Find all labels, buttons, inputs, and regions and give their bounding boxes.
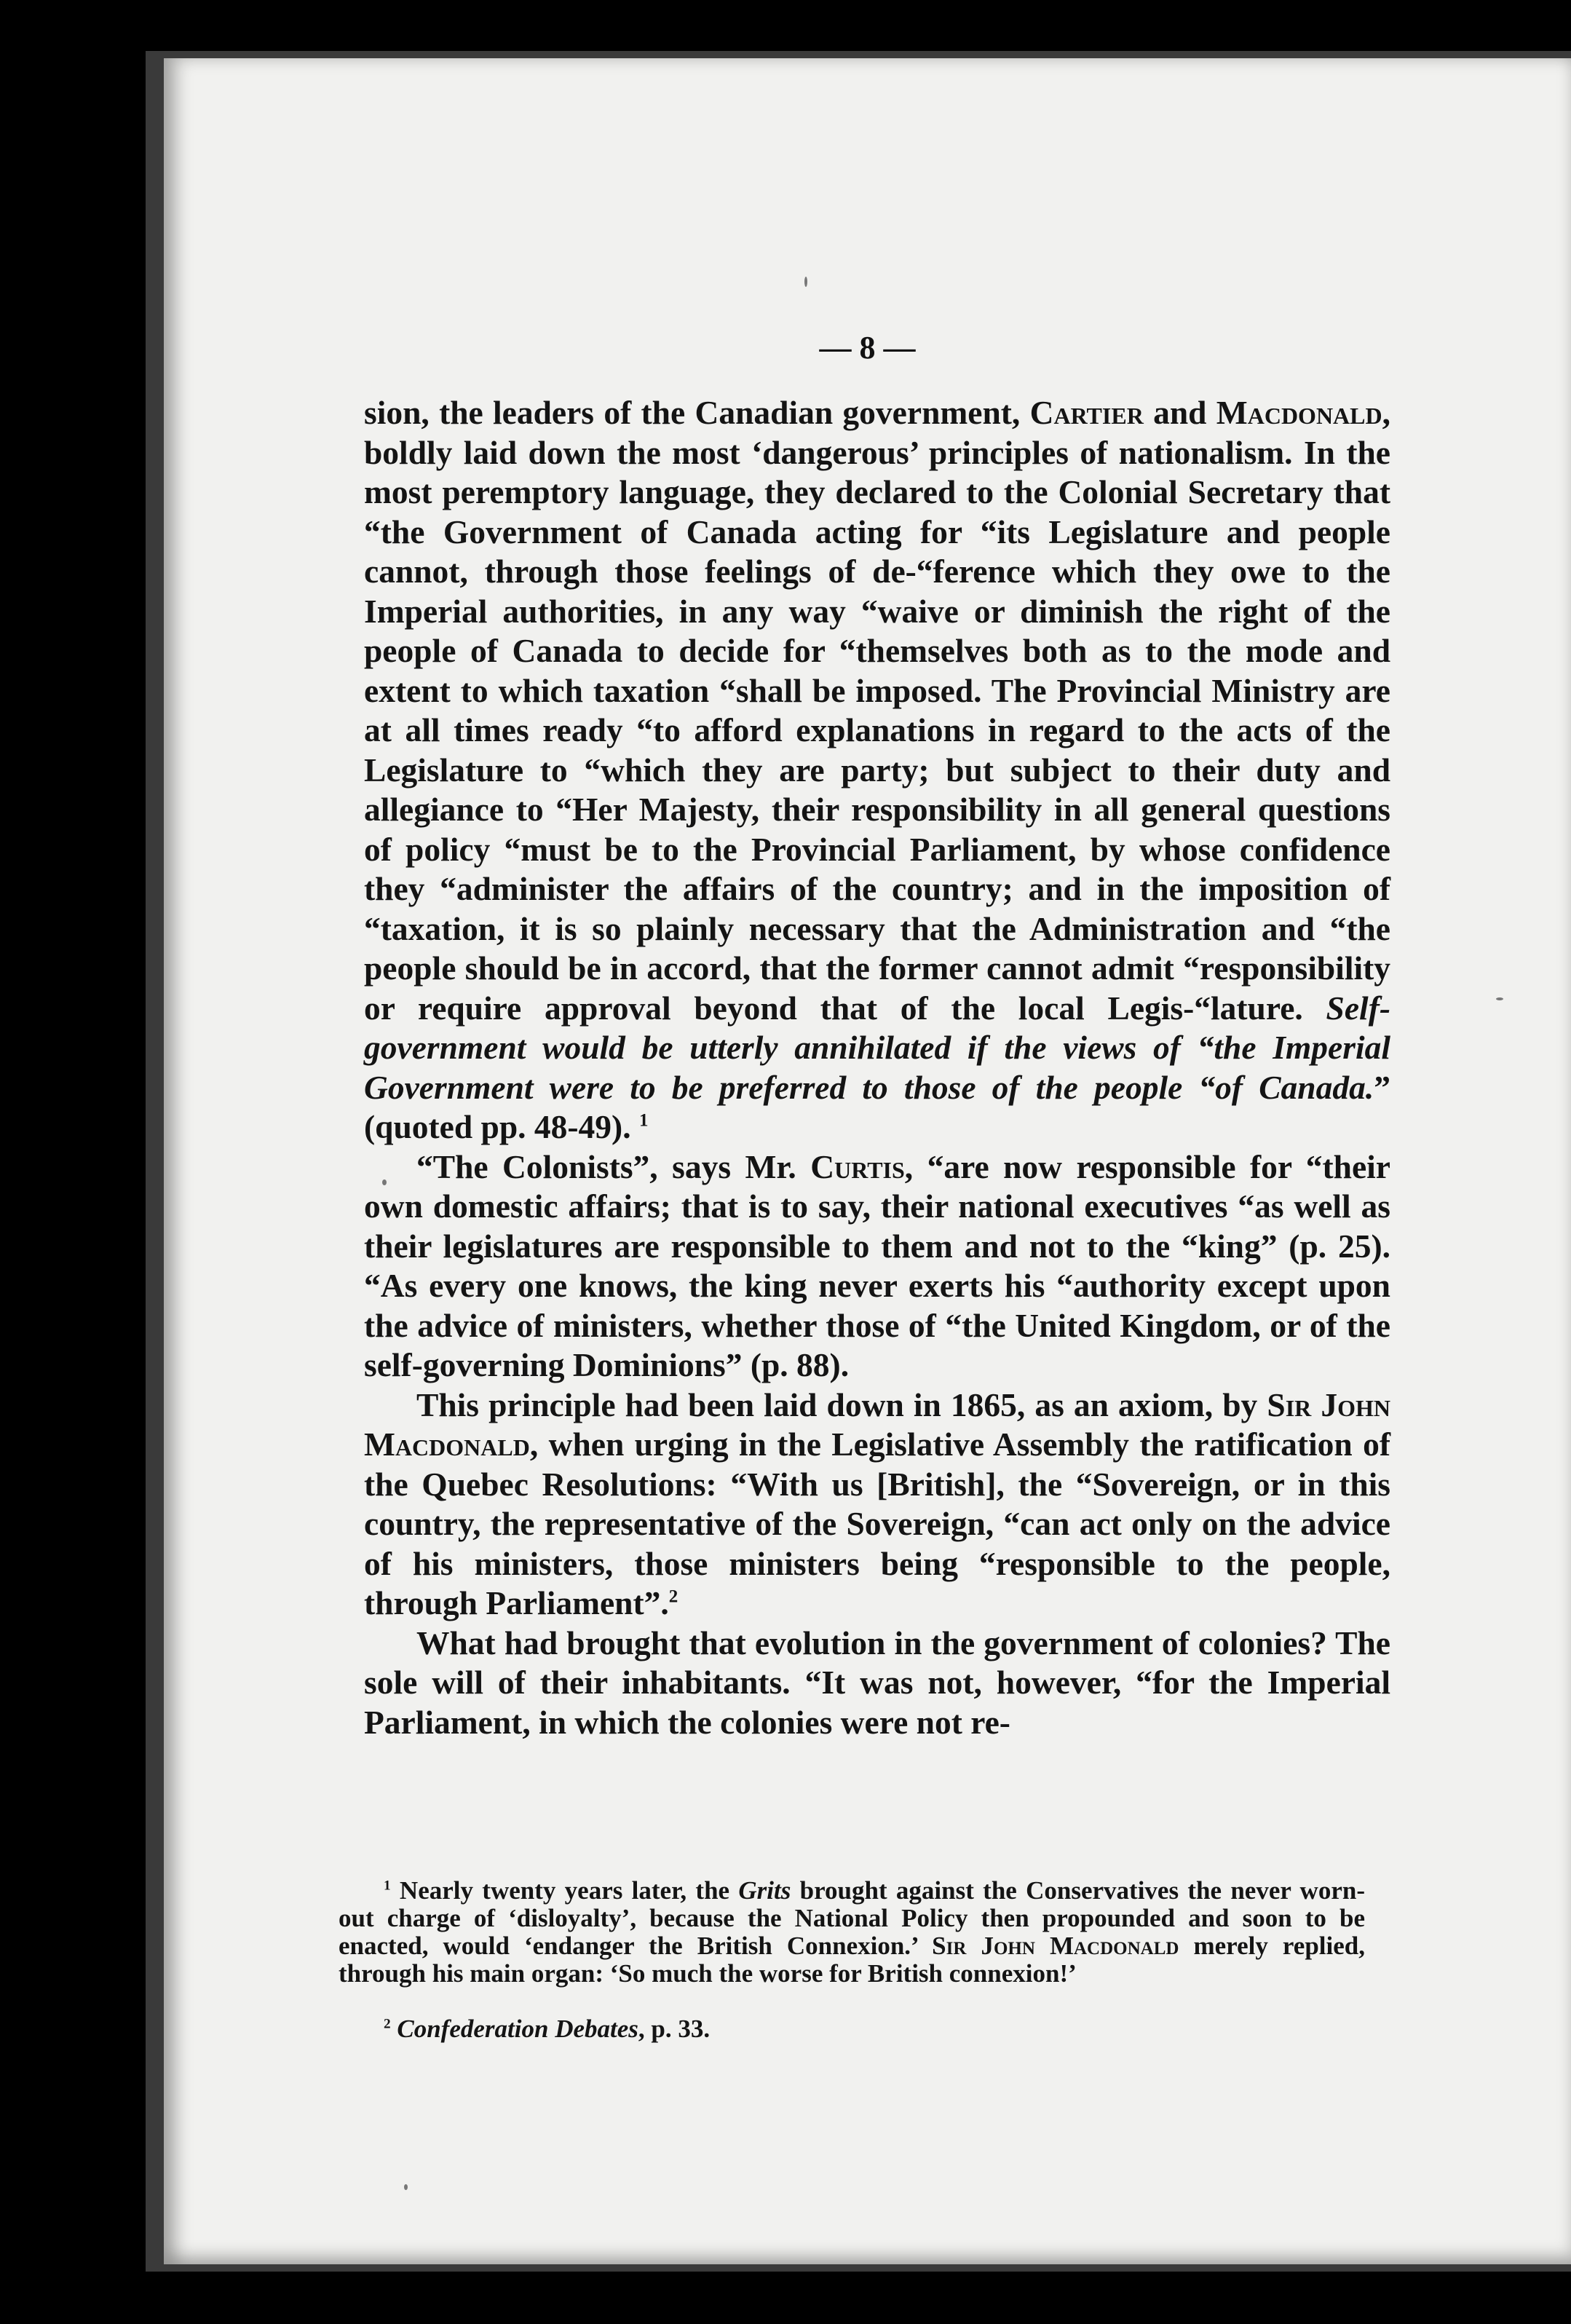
text-run: brought against the Conservatives the never worn-out charge of ‘disloyalty’, because the National Policy then propounded and soon to be enacted, would ‘endanger the British Connexion.’ (339, 1876, 1365, 1960)
footnote-marker: 2 (384, 2016, 391, 2032)
footnotes (339, 1877, 1365, 2043)
small-caps-name: Macdonald (1216, 394, 1382, 431)
paragraph (364, 1386, 1390, 1624)
italic-text: Self-government would be utterly annihilated if the views of “the Imperial Government were to be preferred to those of the people “of Canada. (364, 989, 1390, 1106)
italic-text: Confederation Debates (397, 2015, 638, 2043)
paragraph (364, 393, 1390, 1147)
text-run: merely replied, through his main organ: ‘So much the worse for British connexion!’ (339, 1932, 1365, 1988)
footnote-marker: 1 (384, 1878, 391, 1894)
scan-speck (804, 277, 807, 287)
text-run: , boldly laid down the most ‘dangerous’ principles of nationalism. In the most peremptory language, they declared to the Colonial Secretary that “the Government of Canada acting for “its Legislature and people cannot, through those feelings of de-“ference which they owe to the Imperial authorities, in any way “waive or diminish the right of the people of Canada to decide for “themselves both as to the mode and extent to which taxation “shall be imposed. The Provincial Ministry are at all times ready “to afford explanations in regard to the acts of the Legislature to “which they are party; but subject to their duty and allegiance to “Her Majesty, their responsibility in all general questions of policy “must be to the Provincial Parliament, by whose confidence they “administer the affairs of the country; and in the imposition of “taxation, it is so plainly necessary that the Administration and “the people should be in accord, that the former cannot admit “responsibility or require approval beyond that of the local Legis-“lature. (364, 394, 1390, 1027)
text-run: What had brought that evolution in the government of colonies? The sole will of their inhabitants. “It was not, however, “for the Imperial Parliament, in which the colonies were not re- (364, 1624, 1390, 1741)
text-run: ” (quoted pp. 48-49). (364, 1068, 1390, 1145)
body-text (364, 393, 1390, 1742)
italic-text: Grits (738, 1876, 791, 1905)
footnote-marker: 1 (638, 1110, 649, 1131)
small-caps-name: Cartier (1029, 394, 1144, 431)
footnote (339, 1877, 1365, 1988)
small-caps-name: Sir John Macdonald (364, 1386, 1390, 1463)
text-run: Nearly twenty years later, the (390, 1876, 739, 1905)
paragraph (364, 1147, 1390, 1386)
paragraph (364, 1624, 1390, 1743)
text-run: , when urging in the Legislative Assembly the ratification of the Quebec Resolutions: “With us [British], the “Sovereign, or in this country, the representative of the Sovereign, “can act only on the advice of his ministers, those ministers being “responsible to the people, through Parliament”. (364, 1426, 1390, 1621)
page-number: — 8 — (819, 330, 916, 365)
small-caps-name: Curtis (810, 1147, 905, 1185)
text-run: , p. 33. (638, 2015, 711, 2043)
footnote (339, 2015, 1365, 2043)
text-run: , “are now responsible for “their own domestic affairs; that is to say, their national executives “as well as their legislatures are responsible to them and not to the “king” (p. 25). “As every one knows, the king never exerts his “authority except upon the advice of ministers, whether those of “the United Kingdom, or of the self-governing Dominions” (p. 88). (364, 1147, 1390, 1383)
scan-speck (1496, 997, 1503, 1000)
small-caps-name: Sir John Macdonald (932, 1932, 1179, 1960)
footnote-marker: 2 (668, 1586, 678, 1607)
text-run: This principle had been laid down in 1865, as an axiom, by (416, 1386, 1267, 1423)
text-run: and (1143, 394, 1216, 431)
text-run: sion, the leaders of the Canadian government, (364, 394, 1030, 431)
scan-speck (404, 2184, 408, 2190)
text-run: “The Colonists”, says Mr. (416, 1147, 811, 1185)
